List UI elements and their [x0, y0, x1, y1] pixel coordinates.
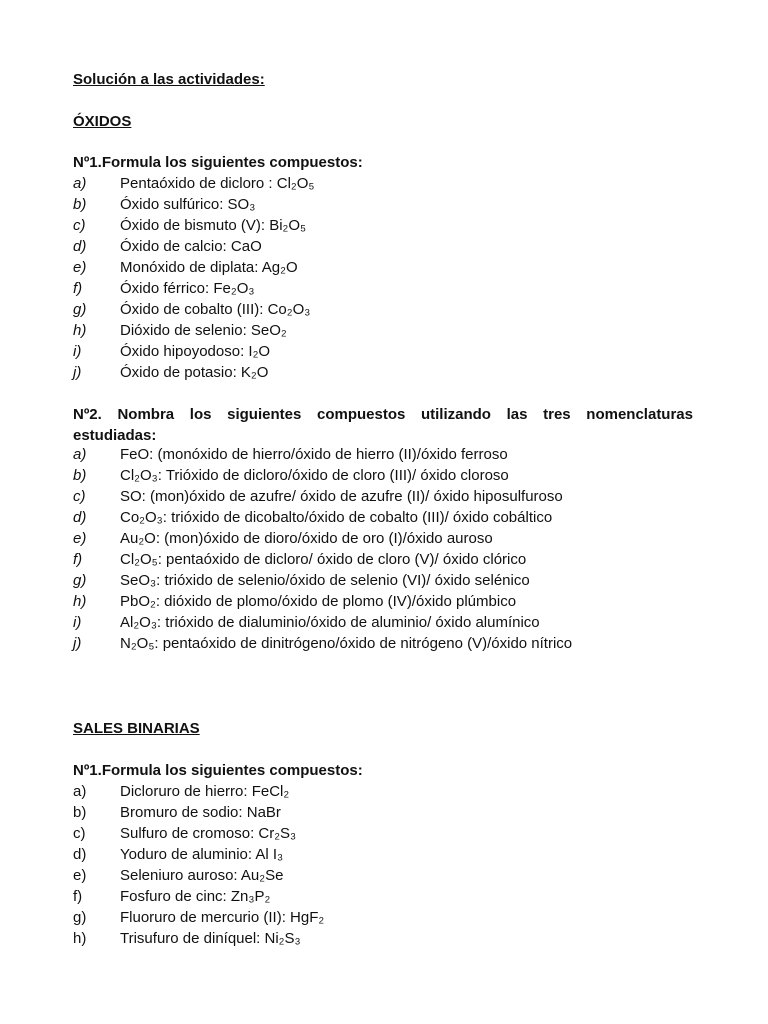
item-text: FeO: (monóxido de hierro/óxido de hierro (II)/óxido ferroso — [120, 446, 508, 463]
item-text: Óxido de potasio: K₂O — [120, 364, 269, 381]
list-item — [73, 634, 713, 654]
list-item — [73, 445, 713, 465]
list-item — [73, 866, 713, 886]
item-label: j) — [73, 635, 82, 652]
item-text: Fosfuro de cinc: Zn₃P₂ — [120, 888, 271, 905]
item-label: f) — [73, 888, 83, 905]
list-item — [73, 887, 713, 907]
question-2-prompt-line-2: estudiadas: — [73, 427, 157, 444]
question-1-prompt: Nº1.Formula los siguientes compuestos: — [73, 154, 363, 171]
item-text: Dicloruro de hierro: FeCl₂ — [120, 783, 290, 800]
item-label: b) — [73, 804, 87, 821]
item-label: a) — [73, 446, 87, 463]
item-text: Óxido de bismuto (V): Bi₂O₅ — [120, 217, 307, 234]
item-label: b) — [73, 467, 87, 484]
list-item — [73, 824, 713, 844]
list-item — [73, 508, 713, 528]
list-item — [73, 529, 713, 549]
item-label: h) — [73, 322, 87, 339]
item-text: Dióxido de selenio: SeO₂ — [120, 322, 287, 339]
item-text: Au₂O: (mon)óxido de dioro/óxido de oro (I)/óxido auroso — [120, 530, 493, 547]
item-text: Fluoruro de mercurio (II): HgF₂ — [120, 909, 325, 926]
item-label: g) — [73, 572, 87, 589]
item-text: N₂O₅: pentaóxido de dinitrógeno/óxido de nitrógeno (V)/óxido nítrico — [120, 635, 573, 652]
list-item — [73, 258, 713, 278]
item-label: a) — [73, 783, 87, 800]
item-label: c) — [73, 488, 86, 505]
item-text: Seleniuro auroso: Au₂Se — [120, 867, 284, 884]
item-label: g) — [73, 301, 87, 318]
list-item — [73, 803, 713, 823]
item-text: Yoduro de aluminio: Al I₃ — [120, 846, 284, 863]
item-label: a) — [73, 175, 87, 192]
item-label: e) — [73, 259, 87, 276]
item-label: e) — [73, 530, 87, 547]
question-2-prompt-line-1: Nº2. Nombra los siguientes compuestos utilizando las tres nomenclaturas — [73, 406, 693, 423]
item-text: Óxido férrico: Fe₂O₃ — [120, 280, 255, 297]
list-item — [73, 592, 713, 612]
item-label: e) — [73, 867, 87, 884]
item-label: f) — [73, 280, 83, 297]
list-item — [73, 216, 713, 236]
section-heading-sales-binarias: SALES BINARIAS — [73, 720, 200, 737]
item-text: Trisufuro de diníquel: Ni₂S₃ — [120, 930, 301, 947]
item-text: Cl₂O₃: Trióxido de dicloro/óxido de cloro (III)/ óxido cloroso — [120, 467, 509, 484]
list-item — [73, 237, 713, 257]
list-item — [73, 571, 713, 591]
item-text: PbO₂: dióxido de plomo/óxido de plomo (IV)/óxido plúmbico — [120, 593, 517, 610]
document-title: Solución a las actividades: — [73, 71, 265, 88]
list-item — [73, 845, 713, 865]
list-item — [73, 466, 713, 486]
item-label: i) — [73, 343, 82, 360]
list-item — [73, 613, 713, 633]
item-text: Óxido sulfúrico: SO₃ — [120, 196, 256, 213]
item-label: d) — [73, 509, 87, 526]
list-item — [73, 174, 713, 194]
item-text: Co₂O₃: trióxido de dicobalto/óxido de cobalto (III)/ óxido cobáltico — [120, 509, 553, 526]
item-text: Sulfuro de cromoso: Cr₂S₃ — [120, 825, 297, 842]
item-text: SO: (mon)óxido de azufre/ óxido de azufre (II)/ óxido hiposulfuroso — [120, 488, 563, 505]
item-label: c) — [73, 217, 86, 234]
list-item — [73, 550, 713, 570]
list-item — [73, 300, 713, 320]
item-text: Al₂O₃: trióxido de dialuminio/óxido de aluminio/ óxido alumínico — [120, 614, 540, 631]
item-text: Pentaóxido de dicloro : Cl₂O₅ — [120, 175, 315, 192]
list-item — [73, 321, 713, 341]
list-item — [73, 363, 713, 383]
list-item — [73, 929, 713, 949]
item-label: h) — [73, 930, 87, 947]
question-2-prompt — [73, 404, 693, 446]
item-label: i) — [73, 614, 82, 631]
list-item — [73, 342, 713, 362]
list-item — [73, 908, 713, 928]
item-text: SeO₃: trióxido de selenio/óxido de selenio (VI)/ óxido selénico — [120, 572, 530, 589]
sales-question-1-prompt: Nº1.Formula los siguientes compuestos: — [73, 762, 363, 779]
item-text: Óxido hipoyodoso: I₂O — [120, 343, 271, 360]
item-label: c) — [73, 825, 86, 842]
item-label: d) — [73, 846, 87, 863]
item-text: Monóxido de diplata: Ag₂O — [120, 259, 298, 276]
item-text: Óxido de cobalto (III): Co₂O₃ — [120, 301, 311, 318]
item-label: b) — [73, 196, 87, 213]
item-label: g) — [73, 909, 87, 926]
list-item — [73, 195, 713, 215]
section-heading-oxidos: ÓXIDOS — [73, 113, 132, 130]
list-item — [73, 782, 713, 802]
list-item — [73, 487, 713, 507]
item-text: Bromuro de sodio: NaBr — [120, 804, 281, 821]
item-label: h) — [73, 593, 87, 610]
item-text: Óxido de calcio: CaO — [120, 238, 262, 255]
list-item — [73, 279, 713, 299]
item-label: j) — [73, 364, 82, 381]
item-label: f) — [73, 551, 83, 568]
item-label: d) — [73, 238, 87, 255]
item-text: Cl₂O₅: pentaóxido de dicloro/ óxido de cloro (V)/ óxido clórico — [120, 551, 527, 568]
